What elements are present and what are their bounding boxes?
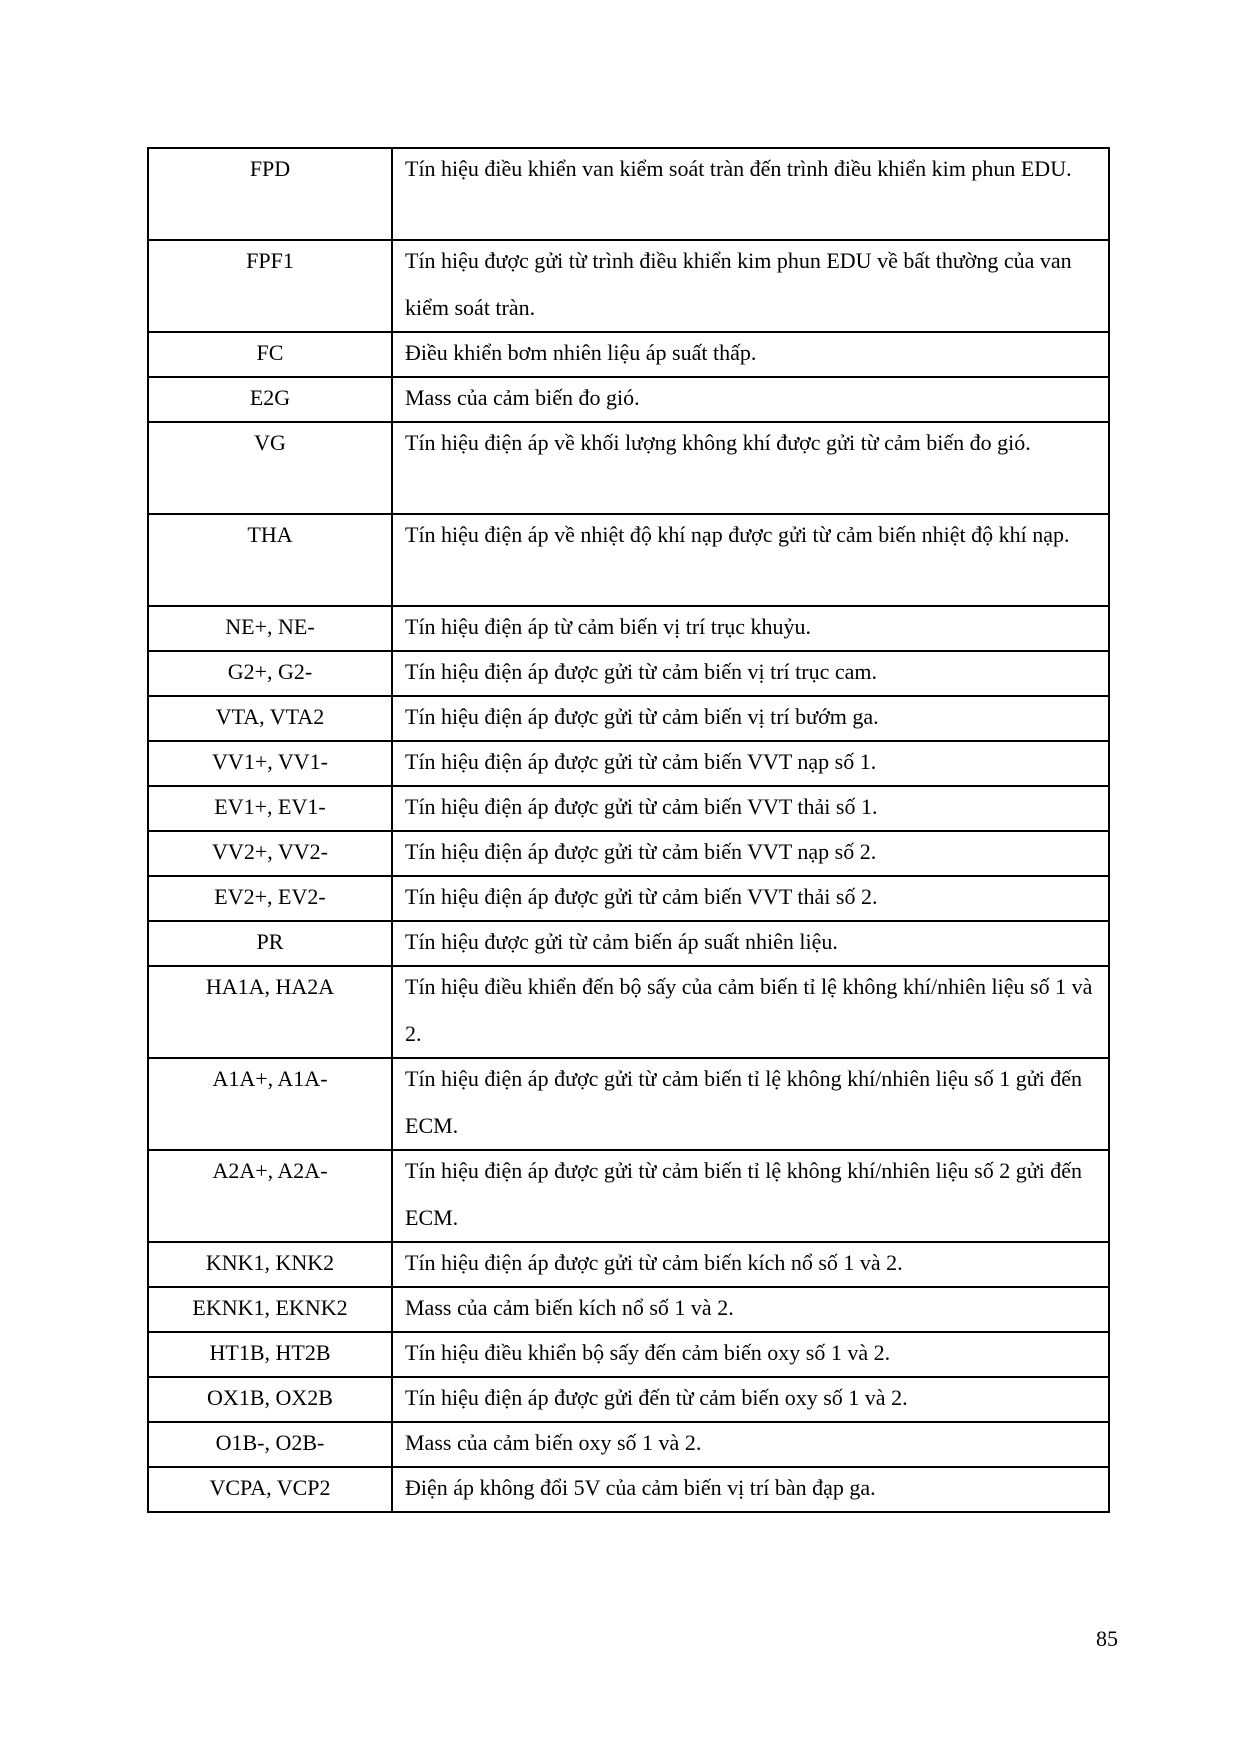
signal-code-cell <box>148 921 392 966</box>
signal-code: FC <box>256 340 284 365</box>
signal-code: EKNK1, EKNK2 <box>192 1295 348 1320</box>
table-row <box>148 1287 1109 1332</box>
signal-description: Tín hiệu điện áp được gửi từ cảm biến vị trí trục cam. <box>405 659 877 684</box>
table-row <box>148 1377 1109 1422</box>
signal-description: Tín hiệu điều khiển van kiểm soát tràn đến trình điều khiển kim phun EDU. <box>405 156 1072 181</box>
signal-code-cell <box>148 332 392 377</box>
signal-code: OX1B, OX2B <box>207 1385 333 1410</box>
signal-description: Tín hiệu điện áp được gửi từ cảm biến VVT nạp số 1. <box>405 749 877 774</box>
signal-description-cell <box>392 1058 1109 1150</box>
signal-description: Tín hiệu điện áp được gửi từ cảm biến VVT thải số 2. <box>405 884 878 909</box>
page-number: 85 <box>1096 1626 1118 1651</box>
signal-code: G2+, G2- <box>227 659 313 684</box>
table-row <box>148 1058 1109 1150</box>
signal-code: FPD <box>249 156 291 181</box>
signal-description: Tín hiệu điện áp được gửi đến từ cảm biến oxy số 1 và 2. <box>405 1385 908 1410</box>
signal-code-cell <box>148 377 392 422</box>
table-row <box>148 514 1109 606</box>
signal-code-cell <box>148 696 392 741</box>
signal-description: Mass của cảm biến đo gió. <box>405 385 640 410</box>
signal-description-cell <box>392 514 1109 606</box>
signal-description: Tín hiệu điện áp được gửi từ cảm biến vị trí bướm ga. <box>405 704 879 729</box>
signal-description-cell <box>392 606 1109 651</box>
table-row <box>148 1242 1109 1287</box>
signal-code-cell <box>148 1422 392 1467</box>
signal-code: O1B-, O2B- <box>215 1430 325 1455</box>
signal-description-cell <box>392 921 1109 966</box>
signal-description-cell <box>392 966 1109 1058</box>
signal-description-cell <box>392 651 1109 696</box>
table-row <box>148 148 1109 240</box>
table-row <box>148 921 1109 966</box>
table-row <box>148 606 1109 651</box>
table-row <box>148 1332 1109 1377</box>
table-row <box>148 1150 1109 1242</box>
table-row <box>148 831 1109 876</box>
signal-code-cell <box>148 1242 392 1287</box>
signal-code: VV1+, VV1- <box>212 749 328 774</box>
table-row <box>148 240 1109 332</box>
signal-code: NE+, NE- <box>225 614 315 639</box>
table-row <box>148 786 1109 831</box>
signal-description: Tín hiệu được gửi từ cảm biến áp suất nhiên liệu. <box>405 929 838 954</box>
table-row <box>148 741 1109 786</box>
signal-description: Tín hiệu được gửi từ trình điều khiển kim phun EDU về bất thường của van kiểm soát tràn. <box>405 248 1072 320</box>
signal-description-cell <box>392 831 1109 876</box>
table-row <box>148 332 1109 377</box>
signal-description-cell <box>392 876 1109 921</box>
table-row <box>148 1467 1109 1512</box>
signal-code: E2G <box>249 385 291 410</box>
signal-code-cell <box>148 741 392 786</box>
signal-code-cell <box>148 1467 392 1512</box>
signal-code: A2A+, A2A- <box>212 1158 328 1183</box>
signal-description: Tín hiệu điện áp được gửi từ cảm biến VVT nạp số 2. <box>405 839 877 864</box>
signal-description-cell <box>392 1422 1109 1467</box>
signal-code-cell <box>148 606 392 651</box>
signal-code-cell <box>148 1058 392 1150</box>
signal-code: KNK1, KNK2 <box>205 1250 335 1275</box>
signal-description-cell <box>392 332 1109 377</box>
signal-description-cell <box>392 741 1109 786</box>
signal-code: PR <box>256 929 284 954</box>
signal-description: Tín hiệu điện áp được gửi từ cảm biến tỉ lệ không khí/nhiên liệu số 1 gửi đến ECM. <box>405 1066 1083 1138</box>
signal-code-cell <box>148 148 392 240</box>
signal-code-cell <box>148 876 392 921</box>
signal-description: Mass của cảm biến oxy số 1 và 2. <box>405 1430 702 1455</box>
signal-code-cell <box>148 1150 392 1242</box>
signal-code-cell <box>148 1377 392 1422</box>
table-row <box>148 377 1109 422</box>
signal-code: VV2+, VV2- <box>212 839 328 864</box>
signal-code-cell <box>148 1287 392 1332</box>
signal-description-cell <box>392 148 1109 240</box>
signal-description: Tín hiệu điện áp về khối lượng không khí được gửi từ cảm biến đo gió. <box>405 430 1031 455</box>
signal-code: EV2+, EV2- <box>214 884 326 909</box>
signal-code-cell <box>148 514 392 606</box>
signal-code: VTA, VTA2 <box>215 704 325 729</box>
signal-description-cell <box>392 422 1109 514</box>
table-row <box>148 696 1109 741</box>
signal-code: HA1A, HA2A <box>205 974 335 999</box>
signal-code-cell <box>148 831 392 876</box>
signal-code-cell <box>148 422 392 514</box>
signal-description-cell <box>392 1287 1109 1332</box>
signal-description: Điều khiển bơm nhiên liệu áp suất thấp. <box>405 340 757 365</box>
signal-description-cell <box>392 1467 1109 1512</box>
signal-description-cell <box>392 1242 1109 1287</box>
signal-description-cell <box>392 696 1109 741</box>
signal-description: Mass của cảm biến kích nổ số 1 và 2. <box>405 1295 734 1320</box>
signal-code-cell <box>148 1332 392 1377</box>
table-row <box>148 1422 1109 1467</box>
signal-table-body <box>148 148 1109 1512</box>
table-row <box>148 651 1109 696</box>
signal-code-cell <box>148 786 392 831</box>
signal-description-cell <box>392 1150 1109 1242</box>
table-row <box>148 422 1109 514</box>
signal-code-cell <box>148 651 392 696</box>
signal-description-cell <box>392 377 1109 422</box>
signal-description: Tín hiệu điều khiển đến bộ sấy của cảm biến tỉ lệ không khí/nhiên liệu số 1 và 2. <box>405 974 1093 1046</box>
signal-code: A1A+, A1A- <box>212 1066 328 1091</box>
table-row <box>148 966 1109 1058</box>
signal-description: Tín hiệu điện áp về nhiệt độ khí nạp được gửi từ cảm biến nhiệt độ khí nạp. <box>405 522 1070 547</box>
signal-description: Điện áp không đổi 5V của cảm biến vị trí bàn đạp ga. <box>405 1475 876 1500</box>
table-row <box>148 876 1109 921</box>
signal-description: Tín hiệu điện áp được gửi từ cảm biến VVT thải số 1. <box>405 794 878 819</box>
signal-description-cell <box>392 1377 1109 1422</box>
signal-code: VG <box>254 430 286 455</box>
signal-description-cell <box>392 240 1109 332</box>
signal-description-cell <box>392 1332 1109 1377</box>
signal-description-cell <box>392 786 1109 831</box>
signal-code: VCPA, VCP2 <box>209 1475 331 1500</box>
signal-code: THA <box>247 522 293 547</box>
signal-description: Tín hiệu điện áp từ cảm biến vị trí trục khuỷu. <box>405 614 811 639</box>
signal-code-cell <box>148 240 392 332</box>
signal-code-cell <box>148 966 392 1058</box>
signal-description: Tín hiệu điện áp được gửi từ cảm biến kích nổ số 1 và 2. <box>405 1250 903 1275</box>
signal-description: Tín hiệu điện áp được gửi từ cảm biến tỉ lệ không khí/nhiên liệu số 2 gửi đến ECM. <box>405 1158 1083 1230</box>
signal-code: HT1B, HT2B <box>209 1340 331 1365</box>
signal-table <box>147 147 1110 1513</box>
signal-code: EV1+, EV1- <box>214 794 326 819</box>
signal-description: Tín hiệu điều khiển bộ sấy đến cảm biến oxy số 1 và 2. <box>405 1340 891 1365</box>
signal-code: FPF1 <box>246 248 294 273</box>
